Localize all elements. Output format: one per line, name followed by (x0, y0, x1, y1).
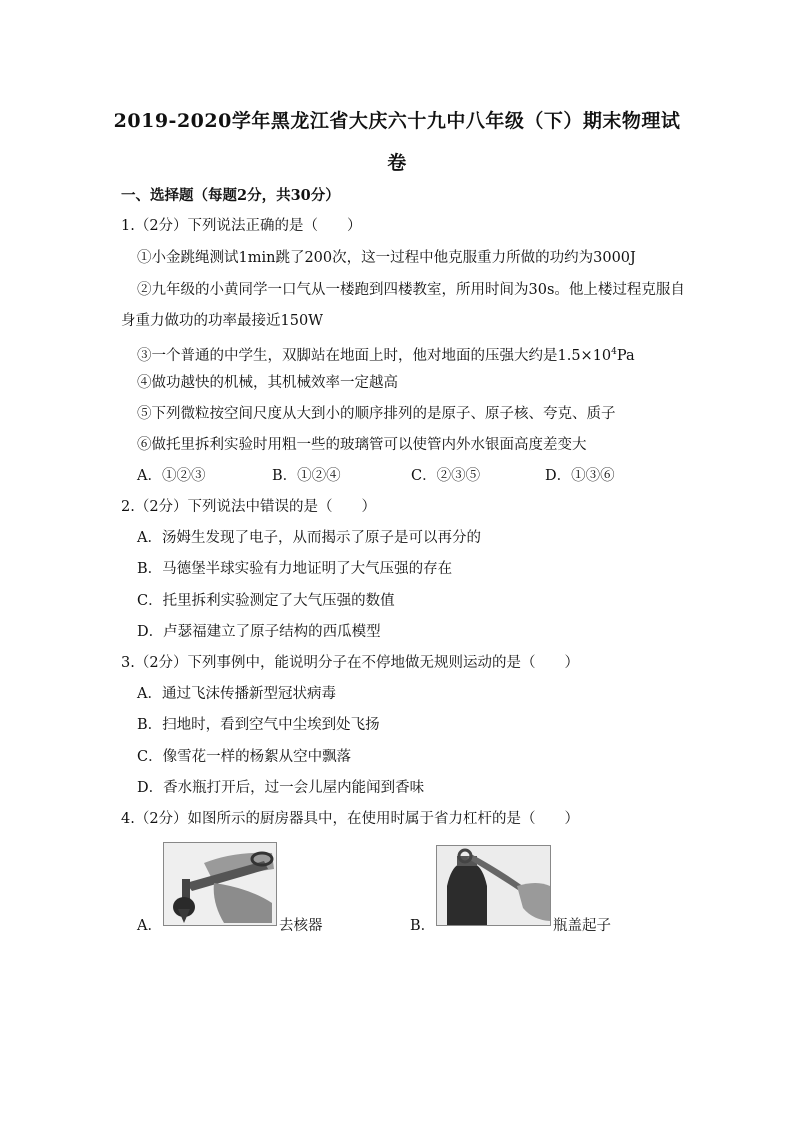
section-heading: 一、选择题（每题2分，共30分） (121, 187, 340, 204)
pitter-tool-icon (164, 843, 276, 925)
q1-statement-3-unit: Pa (616, 347, 635, 364)
q1-statement-1: ①小金跳绳测试1min跳了200次，这一过程中他克服重力所做的功约为3000J (137, 250, 636, 266)
q2-option-d[interactable]: D．卢瑟福建立了原子结构的西瓜模型 (137, 624, 381, 640)
q1-statement-3-text: ③一个普通的中学生，双脚站在地面上时，他对地面的压强大约是1.5×10 (137, 347, 612, 364)
q2-option-a[interactable]: A．汤姆生发现了电子，从而揭示了原子是可以再分的 (137, 530, 481, 546)
q1-statement-2b: 身重力做功的功率最接近150W (121, 313, 324, 329)
q1-statement-4: ④做功越快的机械，其机械效率一定越高 (137, 375, 398, 391)
q2-option-b[interactable]: B．马德堡半球实验有力地证明了大气压强的存在 (137, 561, 453, 577)
q2-option-c[interactable]: C．托里拆利实验测定了大气压强的数值 (137, 593, 395, 609)
q1-statement-5: ⑤下列微粒按空间尺度从大到小的顺序排列的是原子、原子核、夸克、质子 (137, 406, 616, 422)
q3-option-a[interactable]: A．通过飞沫传播新型冠状病毒 (137, 686, 336, 702)
q3-option-c[interactable]: C．像雪花一样的杨絮从空中飘落 (137, 749, 352, 765)
q1-statement-6: ⑥做托里拆利实验时用粗一些的玻璃管可以使管内外水银面高度差变大 (137, 437, 587, 453)
q4-option-a-label[interactable]: A． (137, 918, 162, 934)
pitter-tool-image[interactable] (163, 842, 277, 926)
bottle-opener-icon (437, 846, 550, 925)
q1-statement-3-exponent: 4 (611, 347, 617, 357)
q1-option-c[interactable]: C．②③⑤ (411, 468, 481, 484)
q1-option-b[interactable]: B．①②④ (272, 468, 341, 484)
question-4-stem: 4.（2分）如图所示的厨房器具中，在使用时属于省力杠杆的是（ ） (121, 811, 580, 827)
question-1-stem: 1.（2分）下列说法正确的是（ ） (121, 218, 362, 234)
question-3-stem: 3.（2分）下列事例中，能说明分子在不停地做无规则运动的是（ ） (121, 655, 580, 671)
question-2-stem: 2.（2分）下列说法中错误的是（ ） (121, 499, 377, 515)
page-title-line1: 2019-2020学年黑龙江省大庆六十九中八年级（下）期末物理试 (113, 110, 681, 132)
q1-option-d[interactable]: D．①③⑥ (545, 468, 615, 484)
q4-option-b-label[interactable]: B． (410, 918, 436, 934)
q1-option-a[interactable]: A．①②③ (137, 468, 206, 484)
q4-option-a-caption: 去核器 (279, 918, 323, 934)
q1-statement-3 (137, 342, 635, 366)
page-title-line2: 卷 (387, 152, 407, 174)
bottle-opener-image[interactable] (436, 845, 551, 926)
q4-option-b-caption: 瓶盖起子 (553, 918, 611, 934)
q3-option-b[interactable]: B．扫地时，看到空气中尘埃到处飞扬 (137, 717, 380, 733)
q3-option-d[interactable]: D．香水瓶打开后，过一会儿屋内能闻到香味 (137, 780, 425, 796)
q1-statement-2a: ②九年级的小黄同学一口气从一楼跑到四楼教室，所用时间为30s。他上楼过程克服自 (137, 282, 685, 298)
